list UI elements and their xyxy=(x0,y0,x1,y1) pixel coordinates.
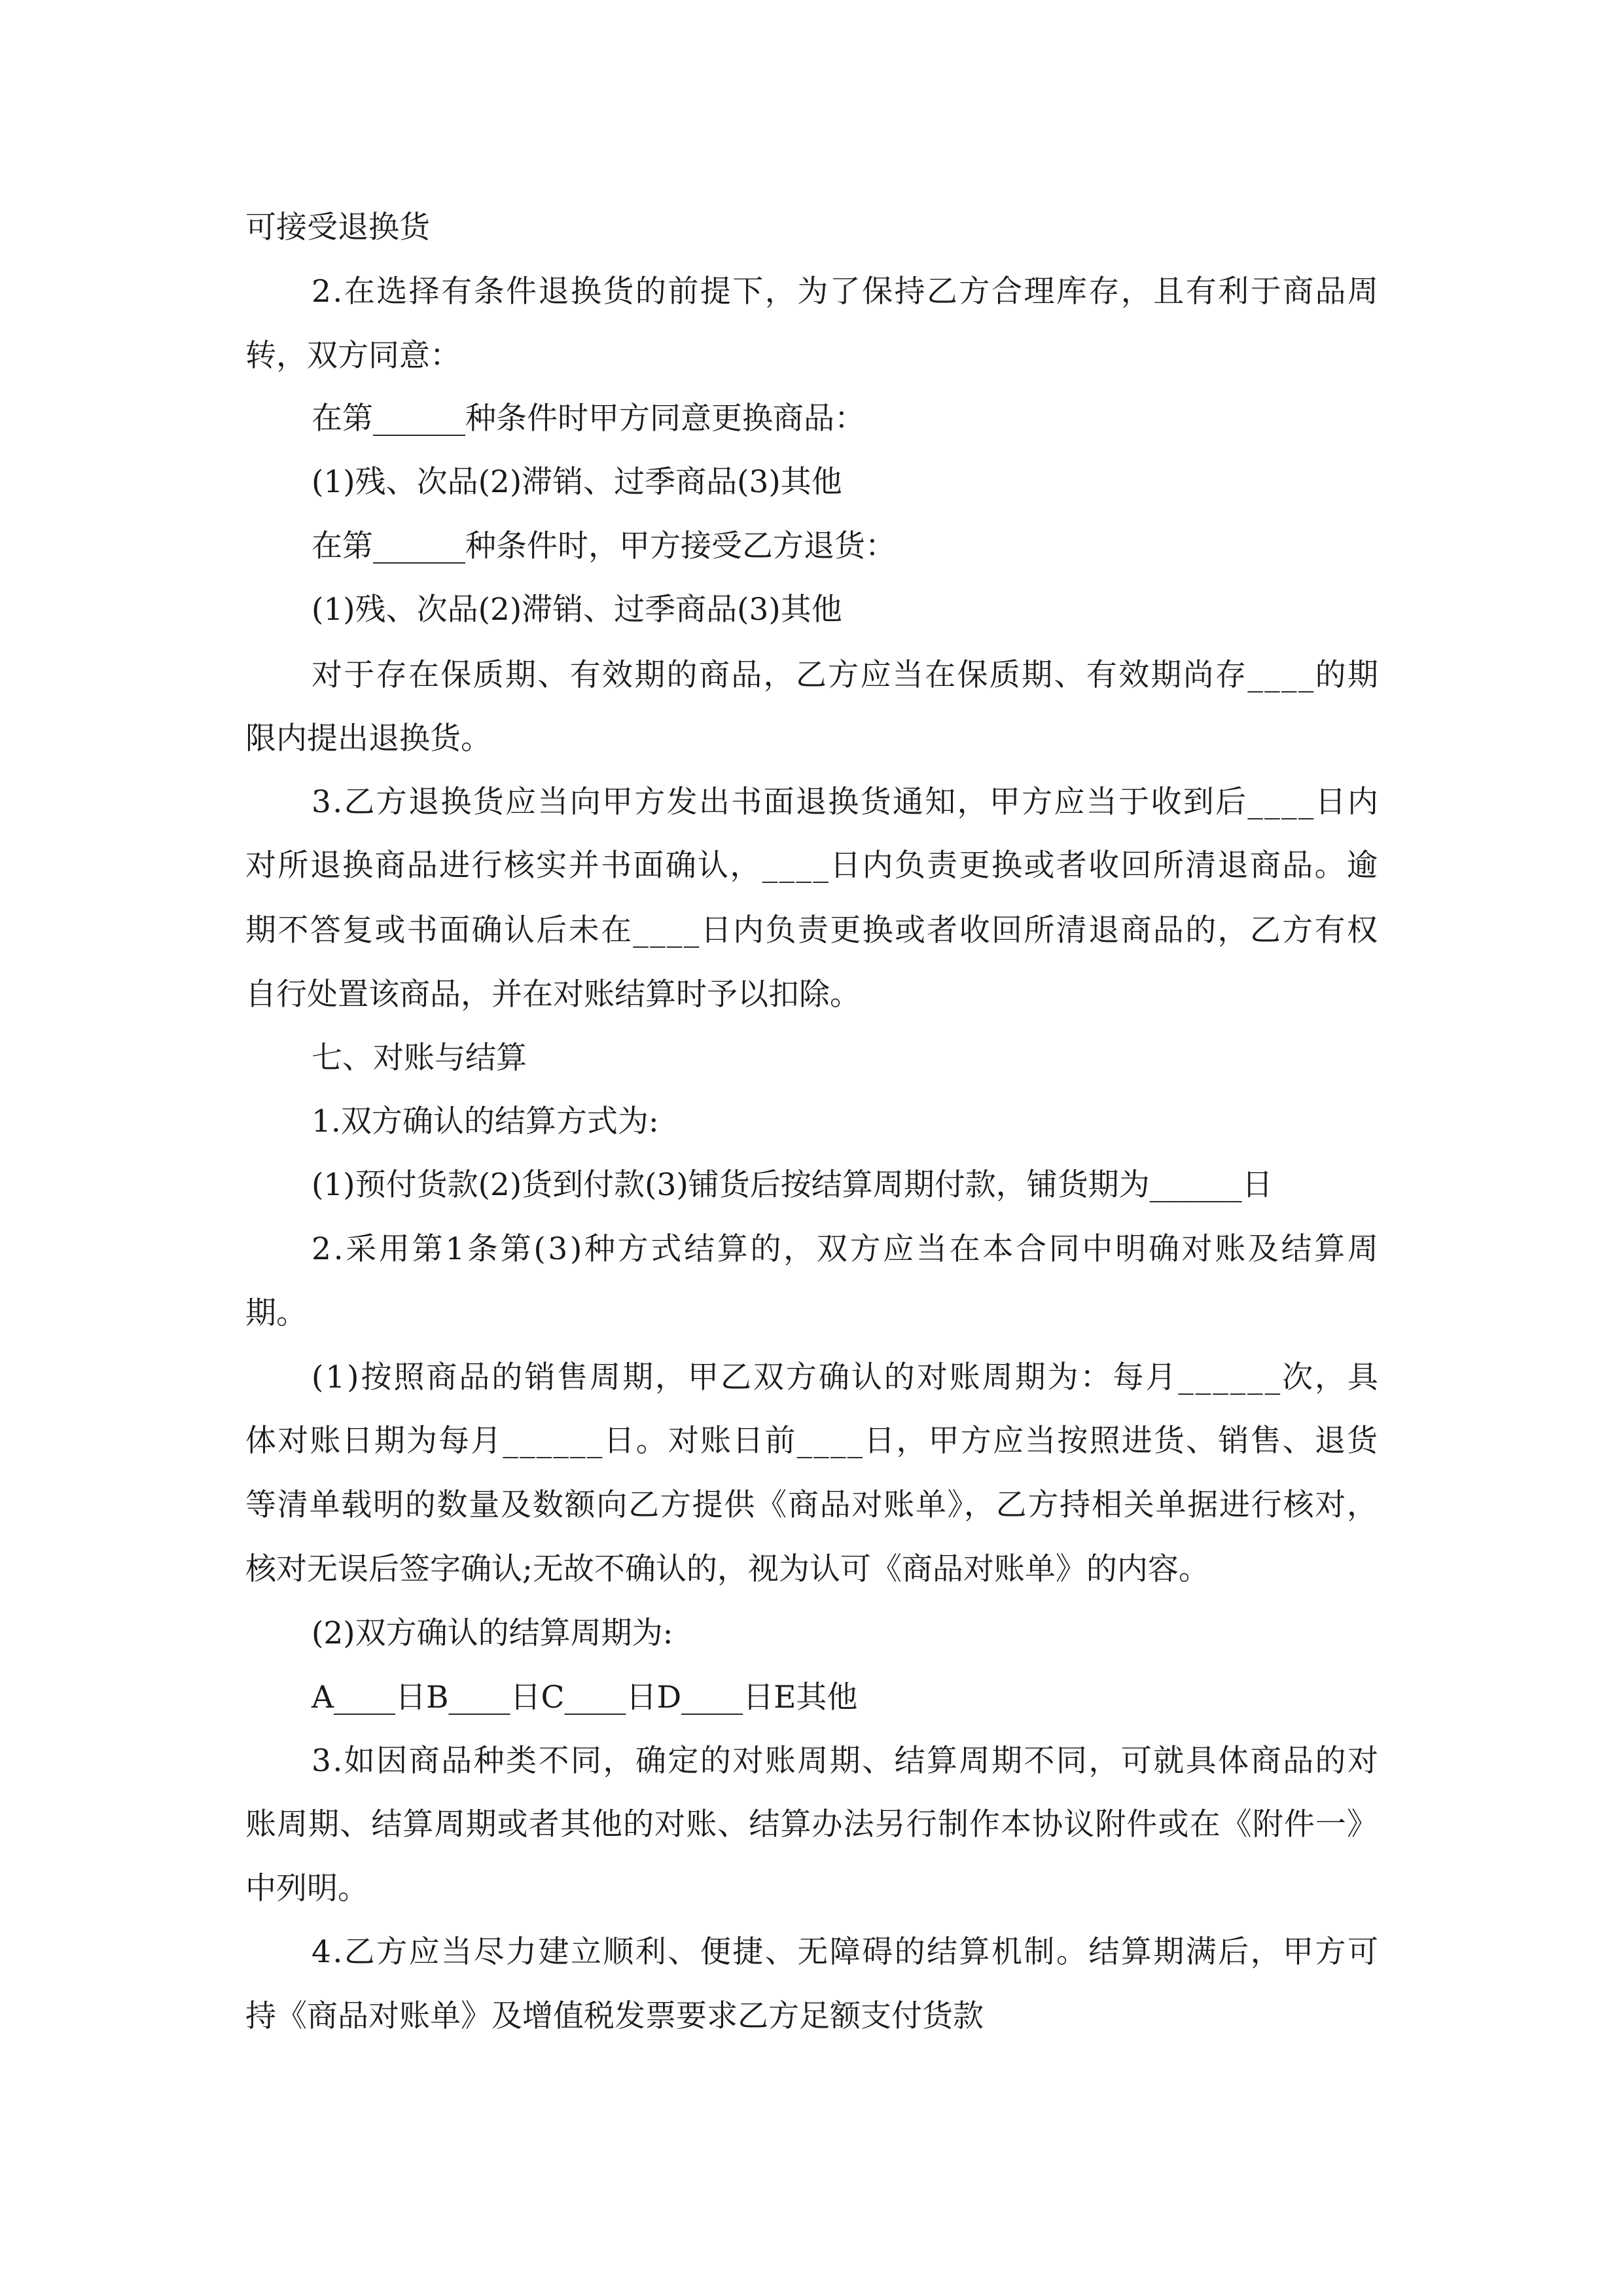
text-line: 对于存在保质期、有效期的商品，乙方应当在保质期、有效期尚存____的期 xyxy=(312,657,1380,693)
text-line: 限内提出退换货。 xyxy=(245,721,491,757)
text-line: 持《商品对账单》及增值税发票要求乙方足额支付货款 xyxy=(245,1998,984,2034)
text-line: 核对无误后签字确认;无故不确认的，视为认可《商品对账单》的内容。 xyxy=(245,1551,1209,1587)
text-line: 自行处置该商品，并在对账结算时予以扣除。 xyxy=(245,977,861,1013)
text-line: 3.乙方退换货应当向甲方发出书面退换货通知，甲方应当于收到后____日内 xyxy=(312,784,1380,820)
text-line: 中列明。 xyxy=(245,1871,368,1907)
text-line: (1)残、次品(2)滞销、过季商品(3)其他 xyxy=(312,592,842,628)
text-line: 可接受退换货 xyxy=(245,209,430,245)
text-line: 账周期、结算周期或者其他的对账、结算办法另行制作本协议附件或在《附件一》 xyxy=(245,1806,1379,1842)
text-line: 体对账日期为每月______日。对账日前____日，甲方应当按照进货、销售、退货 xyxy=(245,1423,1380,1459)
text-line: 在第______种条件时甲方同意更换商品： xyxy=(312,401,865,437)
text-line: (1)按照商品的销售周期，甲乙双方确认的对账周期为：每月______次，具 xyxy=(312,1359,1380,1395)
text-line: 在第______种条件时，甲方接受乙方退货： xyxy=(312,528,896,564)
text-line: 2.在选择有条件退换货的前提下，为了保持乙方合理库存，且有利于商品周 xyxy=(312,274,1380,310)
text-line: (1)残、次品(2)滞销、过季商品(3)其他 xyxy=(312,464,842,500)
text-line: (1)预付货款(2)货到付款(3)铺货后按结算周期付款，铺货期为______日 xyxy=(312,1167,1273,1203)
text-line: 对所退换商品进行核实并书面确认，____日内负责更换或者收回所清退商品。逾 xyxy=(245,848,1380,884)
text-line: A____日B____日C____日D____日E其他 xyxy=(312,1679,858,1715)
text-line: 期不答复或书面确认后未在____日内负责更换或者收回所清退商品的，乙方有权 xyxy=(245,912,1380,948)
text-line: 2.采用第1条第(3)种方式结算的，双方应当在本合同中明确对账及结算周 xyxy=(312,1231,1381,1267)
text-line: 转，双方同意： xyxy=(245,338,461,374)
text-line: 期。 xyxy=(245,1295,307,1331)
text-line: 等清单载明的数量及数额向乙方提供《商品对账单》，乙方持相关单据进行核对， xyxy=(245,1487,1379,1523)
text-line: 3.如因商品种类不同，确定的对账周期、结算周期不同，可就具体商品的对 xyxy=(312,1743,1380,1779)
section-heading: 七、对账与结算 xyxy=(312,1040,527,1076)
text-line: 4.乙方应当尽力建立顺利、便捷、无障碍的结算机制。结算期满后，甲方可 xyxy=(312,1934,1380,1970)
text-line: 1.双方确认的结算方式为: xyxy=(312,1103,659,1139)
text-line: (2)双方确认的结算周期为: xyxy=(312,1615,673,1651)
